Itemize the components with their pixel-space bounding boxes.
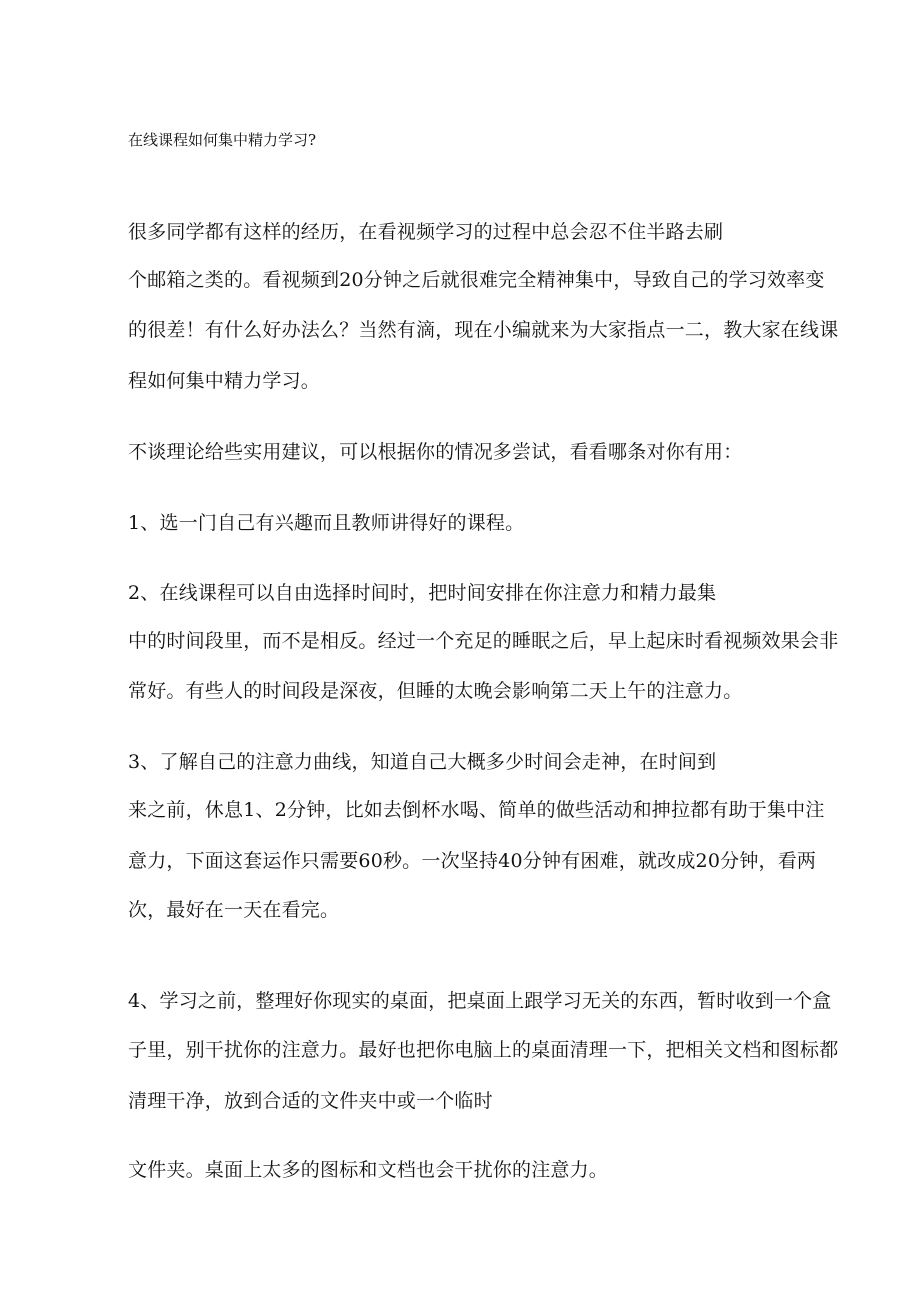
- paragraph-line: 不谈理论给些实用建议，可以根据你的情况多尝试，看看哪条对你有用：: [128, 441, 743, 463]
- paragraph-line: 个邮箱之类的。看视频到20分钟之后就很难完全精神集中，导致自己的学习效率变: [128, 269, 825, 291]
- list-item-line: 3、了解自己的注意力曲线，知道自己大概多少时间会走神，在时间到: [128, 751, 717, 773]
- list-item-line: 中的时间段里，而不是相反。经过一个充足的睡眠之后，早上起床时看视频效果会非: [128, 630, 839, 652]
- paragraph-line: 的很差！有什么好办法么？当然有滴，现在小编就来为大家指点一二，教大家在线课: [128, 319, 839, 341]
- document-title: 在线课程如何集中精力学习?: [128, 131, 317, 149]
- list-item-line: 来之前，休息1、2分钟，比如去倒杯水喝、简单的做些活动和抻拉都有助于集中注: [128, 799, 825, 821]
- list-item-line: 常好。有些人的时间段是深夜，但睡的太晚会影响第二天上午的注意力。: [128, 680, 743, 702]
- list-item-line: 1、选一门自己有兴趣而且教师讲得好的课程。: [128, 512, 525, 534]
- list-item-line: 子里，别干扰你的注意力。最好也把你电脑上的桌面清理一下，把相关文档和图标都: [128, 1039, 839, 1061]
- list-item-line: 清理干净，放到合适的文件夹中或一个临时: [128, 1090, 493, 1112]
- paragraph-line: 很多同学都有这样的经历，在看视频学习的过程中总会忍不住半路去刷: [128, 221, 724, 243]
- paragraph-line: 文件夹。桌面上太多的图标和文档也会干扰你的注意力。: [128, 1159, 609, 1181]
- paragraph-line: 程如何集中精力学习。: [128, 370, 321, 392]
- list-item-line: 意力，下面这套运作只需要60秒。一次坚持40分钟有困难，就改成20分钟，看两: [128, 850, 817, 872]
- list-item-line: 4、学习之前，整理好你现实的桌面，把桌面上跟学习无关的东西，暂时收到一个盒: [128, 990, 832, 1012]
- list-item-line: 2、在线课程可以自由选择时间时，把时间安排在你注意力和精力最集: [128, 582, 717, 604]
- list-item-line: 次，最好在一天在看完。: [128, 899, 340, 921]
